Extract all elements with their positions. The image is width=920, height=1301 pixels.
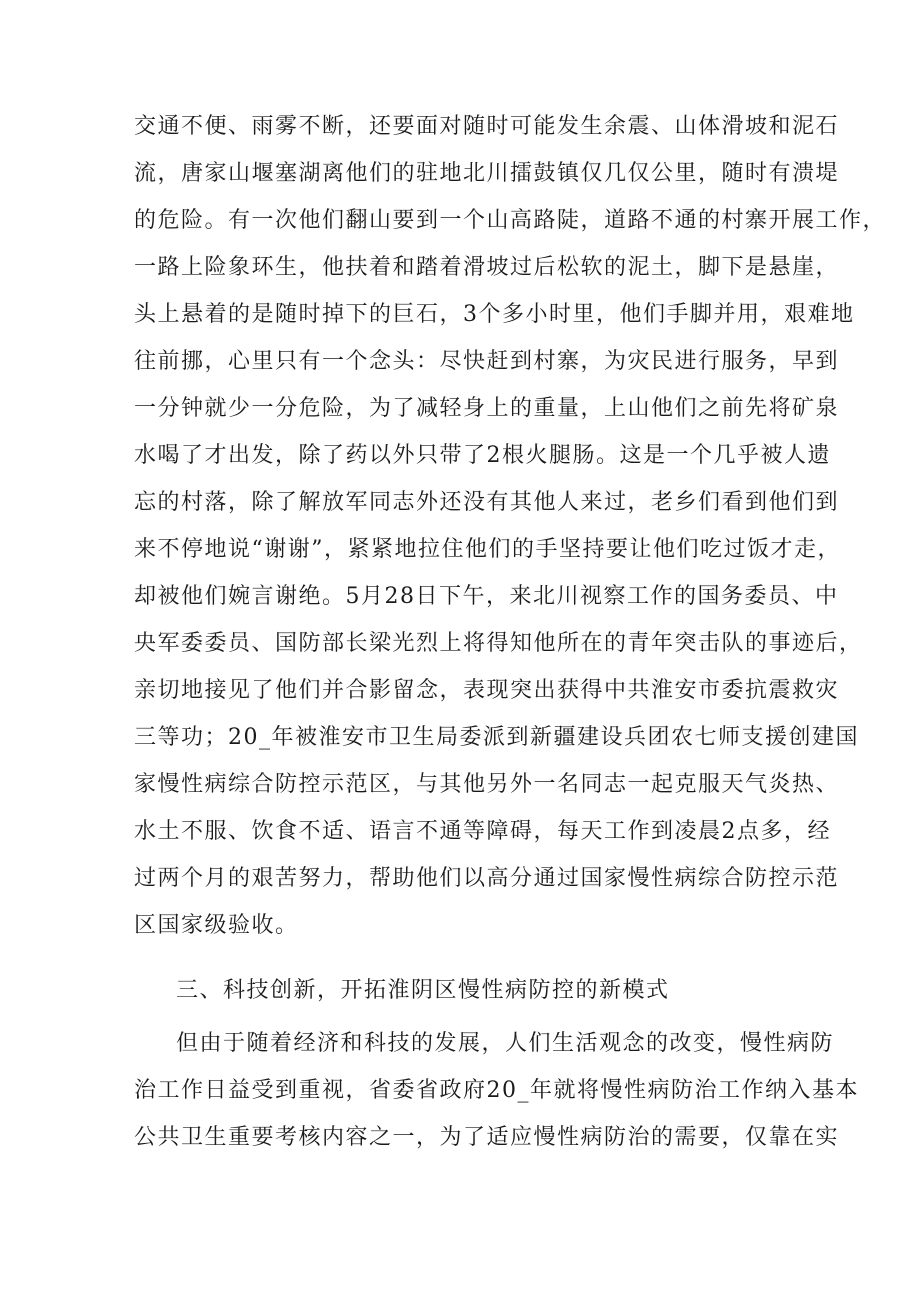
- body-text-line: 水喝了才出发，除了药以外只带了2根火腿肠。这是一个几乎被人遗: [134, 443, 831, 468]
- body-text-line: 头上悬着的是随时掉下的巨石，3个多小时里，他们手脚并用，艰难地: [134, 302, 855, 327]
- body-text-line: 忘的村落，除了解放军同志外还没有其他人来过，老乡们看到他们到: [134, 490, 840, 515]
- body-text-line: 三等功；20_年被淮安市卫生局委派到新疆建设兵团农七师支援创建国: [134, 725, 859, 750]
- body-text-line: 来不停地说“谢谢”，紧紧地拉住他们的手坚持要让他们吃过饭才走，: [134, 537, 841, 562]
- body-text-line: 公共卫生重要考核内容之一，为了适应慢性病防治的需要，仅靠在实: [134, 1125, 840, 1150]
- body-text-line: 流，唐家山堰塞湖离他们的驻地北川擂鼓镇仅几仅公里，随时有溃堤: [134, 161, 840, 186]
- body-text-line: 区国家级验收。: [134, 913, 299, 938]
- section-heading: 三、科技创新，开拓淮阴区慢性病防控的新模式: [176, 978, 670, 1003]
- body-text-line: 治工作日益受到重视，省委省政府20_年就将慢性病防治工作纳入基本: [134, 1078, 859, 1103]
- body-text-line: 家慢性病综合防控示范区，与其他另外一名同志一起克服天气炎热、: [134, 772, 840, 797]
- body-text-line: 亲切地接见了他们并合影留念，表现突出获得中共淮安市委抗震救灾: [134, 678, 840, 703]
- body-text-line: 但由于随着经济和科技的发展，人们生活观念的改变，慢性病防: [176, 1031, 835, 1056]
- body-text-line: 过两个月的艰苦努力，帮助他们以高分通过国家慢性病综合防控示范: [134, 866, 840, 891]
- body-text-line: 交通不便、雨雾不断，还要面对随时可能发生余震、山体滑坡和泥石: [134, 114, 840, 139]
- body-text-line: 的危险。有一次他们翻山要到一个山高路陡，道路不通的村寨开展工作，: [134, 208, 887, 233]
- body-text-line: 一路上险象环生，他扶着和踏着滑坡过后松软的泥土，脚下是悬崖，: [134, 255, 840, 280]
- body-text-line: 央军委委员、国防部长梁光烈上将得知他所在的青年突击队的事迹后，: [134, 631, 863, 656]
- body-text-line: 往前挪，心里只有一个念头：尽快赶到村寨，为灾民进行服务，早到: [134, 349, 840, 374]
- body-text-line: 却被他们婉言谢绝。5月28日下午，来北川视察工作的国务委员、中: [134, 584, 839, 609]
- body-text-line: 一分钟就少一分危险，为了减轻身上的重量，上山他们之前先将矿泉: [134, 396, 840, 421]
- body-text-line: 水土不服、饮食不适、语言不通等障碍，每天工作到凌晨2点多，经: [134, 819, 831, 844]
